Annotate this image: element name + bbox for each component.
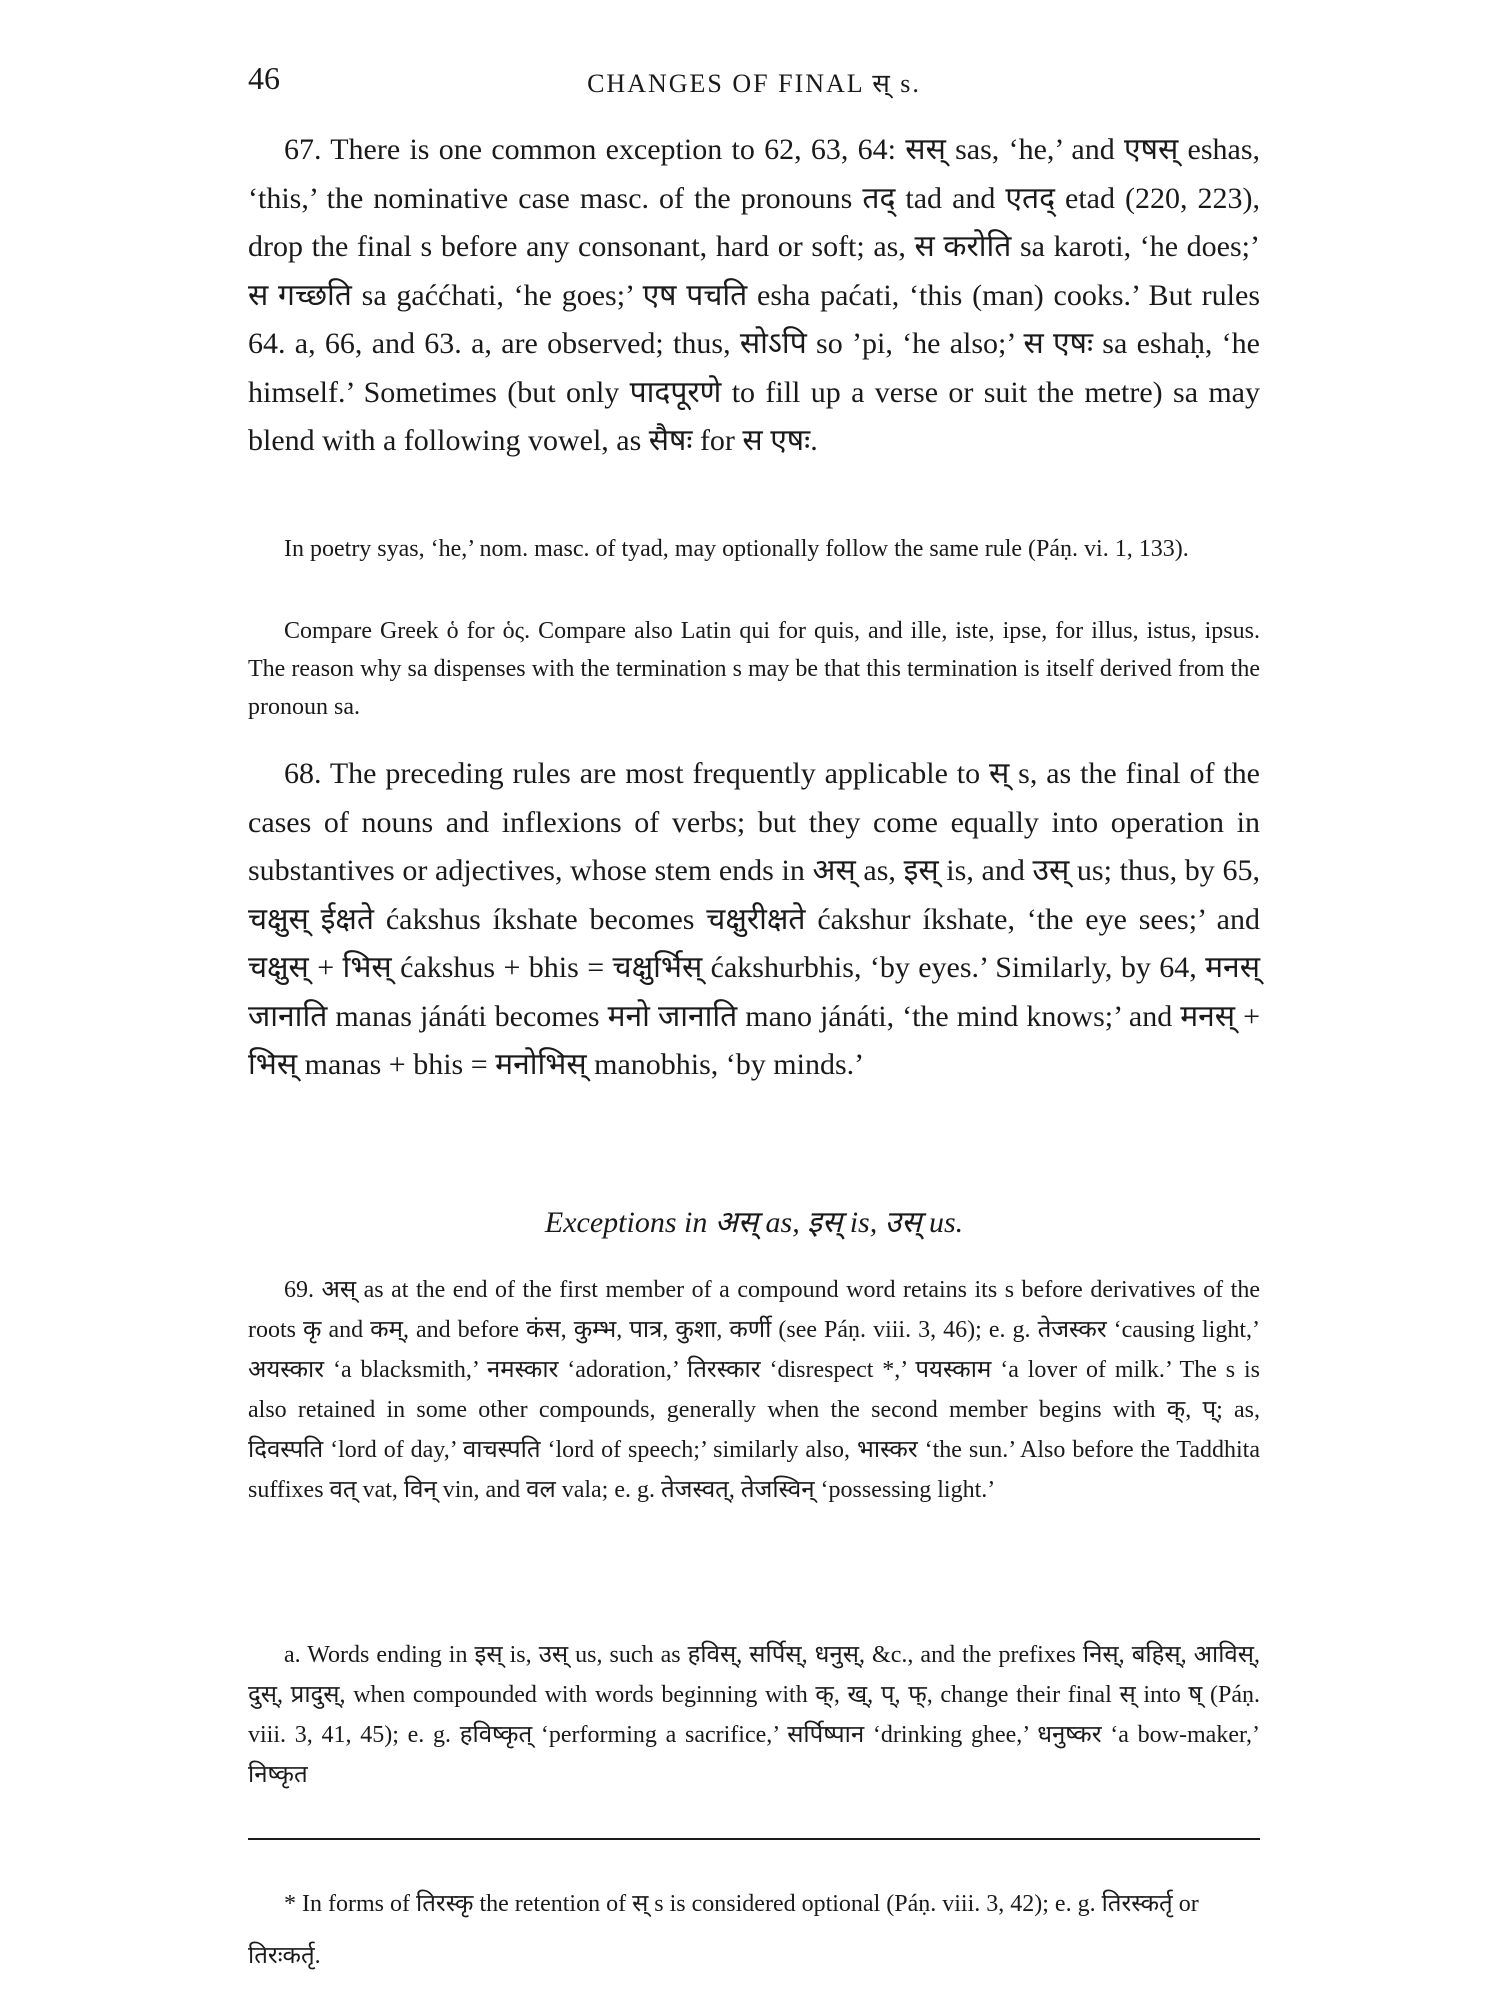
footnote: * In forms of तिरस्कृ the retention of स् s is considered optional (Páṇ. viii. 3, 42); e. g. तिरस्कर्तृ or तिरःकर्तृ. [248,1891,1199,1969]
note-67-poetry: In poetry syas, ‘he,’ nom. masc. of tyad, may optionally follow the same rule (Páṇ. vi. 1, 133). [284,536,1189,562]
paragraph-69a: a. Words ending in इस् is, उस् us, such as हविस्, सर्पिस्, धनुस्, &c., and the prefixes निस्, बहिस्, आविस्, दुस्, प्रादुस्, when compounded with words beginning with क्, ख्, प्, फ्, change their final स् into ष् (Páṇ. viii. 3, 41, 45); e. g. हविष्कृत् ‘performing a sacrifice,’ सर्पिष्पान ‘drinking ghee,’ धनुष्कर ‘a bow-maker,’ निष्कृत [248,1642,1260,1788]
paragraph-69: 69. अस् as at the end of the first member of a compound word retains its s before derivatives of the roots कृ and कम्, and before कंस, कुम्भ, पात्र, कुशा, कर्णी (see Páṇ. viii. 3, 46); e. g. तेजस्कर ‘causing light,’ अयस्कार ‘a blacksmith,’ नमस्कार ‘adoration,’ तिरस्कार ‘disrespect *,’ पयस्काम ‘a lover of milk.’ The s is also retained in some other compounds, generally when the second member begins with क्, प्; as, दिवस्पति ‘lord of day,’ वाचस्पति ‘lord of speech;’ similarly also, भास्कर ‘the sun.’ Also before the Taddhita suffixes वत् vat, विन् vin, and वल vala; e. g. तेजस्वत्, तेजस्विन् ‘possessing light.’ [248,1277,1260,1503]
footnote-rule [248,1838,1260,1840]
page-number: 46 [248,60,280,96]
paragraph-68: 68. The preceding rules are most frequently applicable to स् s, as the final of the cases of nouns and inflexions of verbs; but they come equally into operation in substantives or adjectives, whose stem ends in अस् as, इस् is, and उस् us; thus, by 65, चक्षुस् ईक्षते ćakshus íkshate becomes चक्षुरीक्षते ćakshur íkshate, ‘the eye sees;’ and चक्षुस् + भिस् ćakshus + bhis = चक्षुर्भिस् ćakshurbhis, ‘by eyes.’ Similarly, by 64, मनस् जानाति manas jánáti becomes मनो जानाति mano jánáti, ‘the mind knows;’ and मनस् + भिस् manas + bhis = मनोभिस् manobhis, ‘by minds.’ [248,757,1260,1081]
page-header [248,60,1260,104]
running-title: CHANGES OF FINAL स् s. [587,69,921,98]
section-heading: Exceptions in अस् as, इस् is, उस् us. [544,1206,964,1239]
note-67-comparison: Compare Greek ὁ for ὁς. Compare also Latin qui for quis, and ille, iste, ipse, for illus, istus, ipsus. The reason why sa dispenses with the termination s may be that this termination is itself derived from the pronoun sa. [248,618,1260,720]
paragraph-67: 67. There is one common exception to 62, 63, 64: सस् sas, ‘he,’ and एषस् eshas, ‘this,’ the nominative case masc. of the pronouns तद् tad and एतद् etad (220, 223), drop the final s before any consonant, hard or soft; as, स करोति sa karoti, ‘he does;’ स गच्छति sa gaććhati, ‘he goes;’ एष पचति esha paćati, ‘this (man) cooks.’ But rules 64. a, 66, and 63. a, are observed; thus, सोऽपि so ’pi, ‘he also;’ स एषः sa eshaḥ, ‘he himself.’ Sometimes (but only पादपूरणे to fill up a verse or suit the metre) sa may blend with a following vowel, as सैषः for स एषः. [248,133,1260,457]
